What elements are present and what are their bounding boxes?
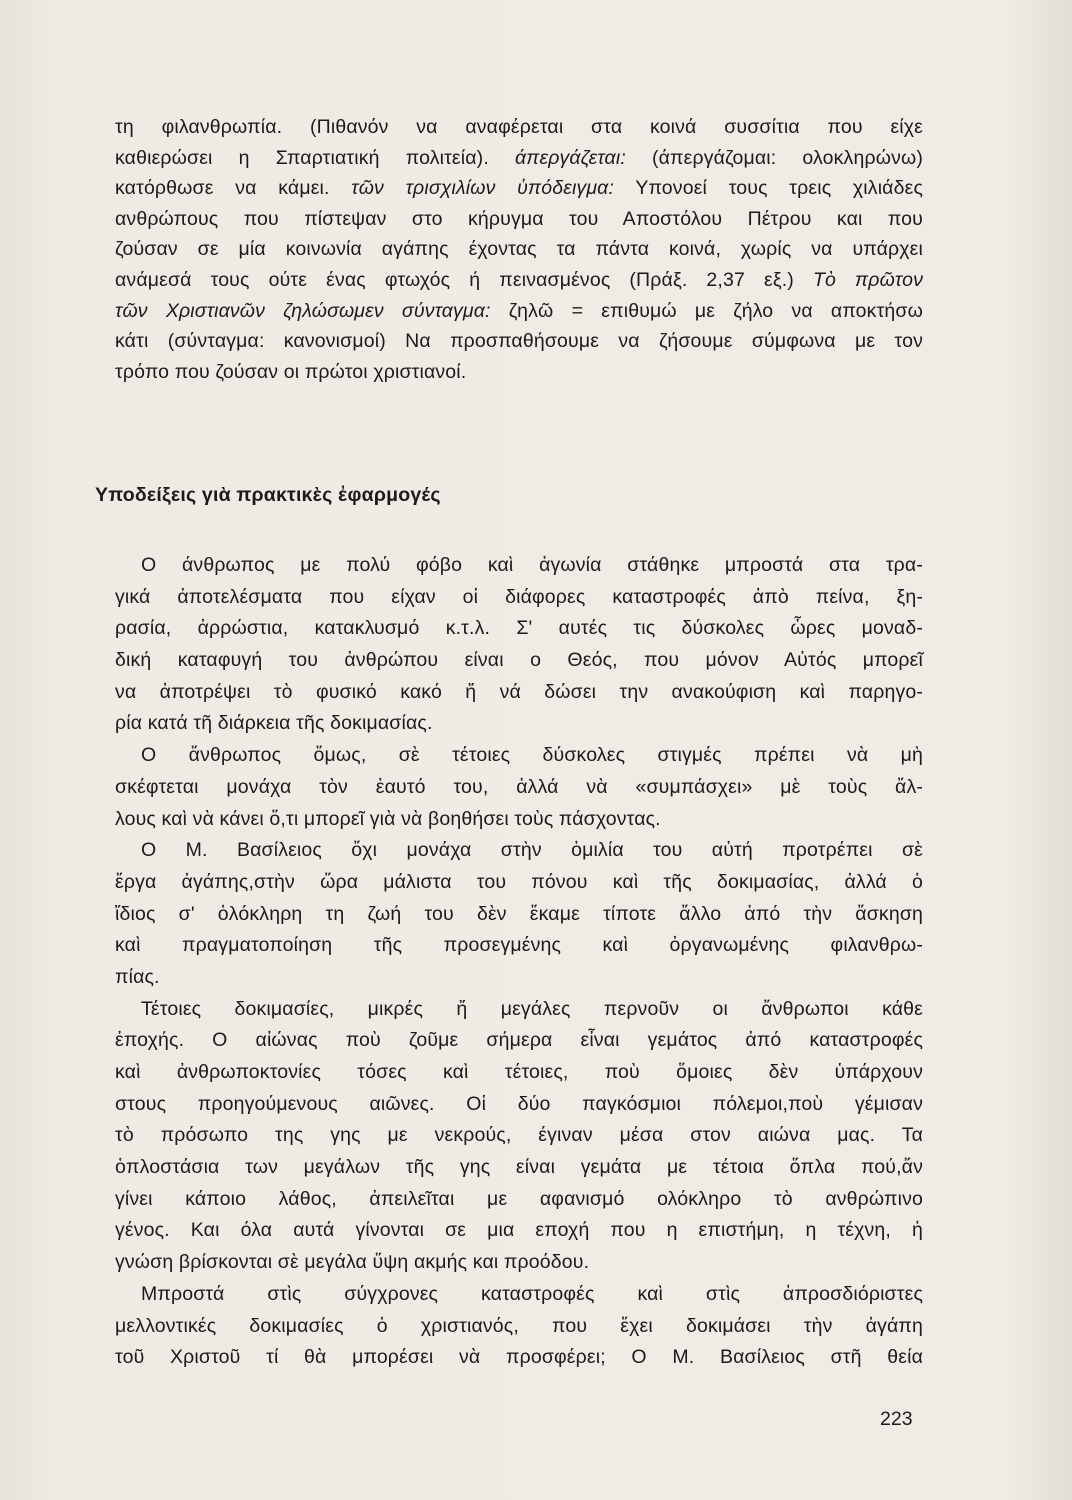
text-line: δική καταφυγή του ἀνθρώπου είναι ο Θεός, που μόνον Αὐτός μπορεῖ bbox=[115, 649, 923, 672]
text-line bbox=[115, 326, 923, 357]
italic-term: τῶν Χριστιανῶν ζηλώσωμεν σύνταγμα: bbox=[115, 299, 491, 322]
text-run: ζούσαν σε μία κοινωνία αγάπης έχοντας τα πάντα κοινά, χωρίς να υπάρχει bbox=[115, 238, 923, 261]
text-run: Υπονοεί τους τρεις χιλιάδες bbox=[614, 177, 923, 200]
text-line: ὁπλοστάσια των μεγάλων τῆς γης είναι γεμάτα με τέτοια ὅπλα πού,ἄν bbox=[115, 1156, 923, 1179]
paragraph-first-line: Ο άνθρωπος με πολύ φόβο καὶ ἀγωνία στάθηκε μπροστά στα τρα- bbox=[141, 554, 923, 576]
text-line: ἔργα ἀγάπης,στὴν ὥρα μάλιστα του πόνου καὶ τῆς δοκιμασίας, ἀλλά ὁ bbox=[115, 870, 923, 893]
text-run: ζηλῶ = επιθυμώ με ζήλο να αποκτήσω bbox=[490, 299, 923, 322]
text-line bbox=[115, 296, 923, 327]
text-line: γνώση βρίσκονται σὲ μεγάλα ὕψη ακμής και προόδου. bbox=[115, 1251, 590, 1274]
commentary-notes bbox=[115, 112, 923, 387]
text-line: ρία κατά τῆ διάρκεια τῆς δοκιμασίας. bbox=[115, 712, 433, 735]
text-line: ρασία, ἀρρώστια, κατακλυσμό κ.τ.λ. Σ' αυτές τις δύσκολες ὧρες μοναδ- bbox=[115, 617, 923, 640]
text-run: τρόπο που ζούσαν οι πρώτοι χριστιανοί. bbox=[115, 360, 467, 383]
paragraph-first-line: Ο Μ. Βασίλειος ὄχι μονάχα στὴν ὁμιλία του αὐτή προτρέπει σὲ bbox=[141, 839, 923, 862]
section-body bbox=[115, 550, 923, 1374]
text-line bbox=[115, 234, 923, 265]
text-run: τη φιλανθρωπία. (Πιθανόν να αναφέρεται στα κοινά συσσίτια που είχε bbox=[115, 116, 923, 138]
text-line: σκέφτεται μονάχα τὸν ἑαυτό του, ἀλλά νὰ «συμπάσχει» μὲ τοὺς ἄλ- bbox=[115, 775, 923, 798]
text-line: καὶ πραγματοποίηση τῆς προσεγμένης καὶ ὀργανωμένης φιλανθρω- bbox=[115, 934, 923, 957]
paragraph-first-line: Μπροστά στὶς σύγχρονες καταστροφές καὶ στὶς ἀπροσδιόριστες bbox=[141, 1282, 923, 1305]
text-run: (άπεργάζομαι: ολοκληρώνω) bbox=[625, 146, 923, 169]
text-line: γίνει κάποιο λάθος, ἀπειλεῖται με αφανισμό ολόκληρο τὸ ανθρώπινο bbox=[115, 1187, 923, 1210]
paragraph-first-line: Ο ἄνθρωπος ὅμως, σὲ τέτοιες δύσκολες στιγμές πρέπει νὰ μὴ bbox=[141, 744, 923, 767]
italic-term: Τὸ πρῶτον bbox=[812, 268, 923, 291]
text-line bbox=[115, 204, 923, 235]
text-line: γικά ἀποτελέσματα που είχαν οἱ διάφορες καταστροφές ἀπὸ πείνα, ξη- bbox=[115, 585, 923, 608]
page-number: 223 bbox=[880, 1408, 913, 1430]
text-line: ἐποχής. Ο αἰώνας ποὺ ζοῦμε σήμερα εἶναι γεμάτος ἀπό καταστροφές bbox=[115, 1029, 923, 1052]
text-line bbox=[115, 112, 923, 143]
text-line bbox=[115, 265, 923, 296]
italic-term: τῶν τρισχιλίων ὑπόδειγμα: bbox=[351, 177, 615, 200]
text-run: καθιερώσει η Σπαρτιατική πολιτεία). bbox=[115, 146, 515, 169]
text-line: λους καὶ νὰ κάνει ὅ,τι μπορεῖ γιὰ νὰ βοηθήσει τοὺς πάσχοντας. bbox=[115, 807, 661, 830]
text-line: τοῦ Χριστοῦ τί θὰ μπορέσει νὰ προσφέρει; Ο Μ. Βασίλειος στῆ θεία bbox=[115, 1346, 923, 1369]
text-run: ανθρώπους που πίστεψαν στο κήρυγμα του Αποστόλου Πέτρου και που bbox=[115, 207, 923, 230]
italic-term: άπεργάζεται: bbox=[514, 146, 626, 169]
text-line bbox=[115, 143, 923, 174]
text-line: γένος. Και όλα αυτά γίνονται σε μια εποχή που η επιστήμη, η τέχνη, ἡ bbox=[115, 1219, 923, 1242]
text-line: ἴδιος σ' ὁλόκληρη τη ζωή του δὲν ἔκαμε τίποτε ἄλλο ἀπό τὴν ἄσκηση bbox=[115, 902, 923, 925]
text-line: στους προηγούμενους αιῶνες. Οἱ δύο παγκόσμιοι πόλεμοι,ποὺ γέμισαν bbox=[115, 1092, 923, 1115]
text-line bbox=[115, 173, 923, 204]
text-line bbox=[115, 357, 923, 388]
text-line: πίας. bbox=[115, 965, 160, 988]
text-run: ανάμεσά τους ούτε ένας φτωχός ή πεινασμένος (Πράξ. 2,37 εξ.) bbox=[115, 268, 813, 291]
text-line: καὶ ἀνθρωποκτονίες τόσες καὶ τέτοιες, ποὺ ὅμοιες δὲν ὑπάρχουν bbox=[115, 1061, 923, 1083]
text-line: να ἀποτρέψει τὸ φυσικό κακό ἤ νά δώσει την ανακούφιση καὶ παρηγο- bbox=[115, 680, 923, 703]
paragraph-first-line: Τέτοιες δοκιμασίες, μικρές ἤ μεγάλες περνοῦν οι ἄνθρωποι κάθε bbox=[141, 997, 923, 1020]
text-run: κάτι (σύνταγμα: κανονισμοί) Να προσπαθήσουμε να ζήσουμε σύμφωνα με τον bbox=[115, 330, 923, 353]
section-heading: Υποδείξεις γιὰ πρακτικὲς ἐφαρμογές bbox=[95, 484, 441, 506]
text-run: κατόρθωσε να κάμει. bbox=[115, 177, 352, 200]
text-line: τὸ πρόσωπο της γης με νεκρούς, έγιναν μέσα στον αιώνα μας. Τα bbox=[115, 1124, 923, 1147]
text-line: μελλοντικές δοκιμασίες ὁ χριστιανός, που ἔχει δοκιμάσει τὴν ἀγάπη bbox=[115, 1314, 923, 1337]
